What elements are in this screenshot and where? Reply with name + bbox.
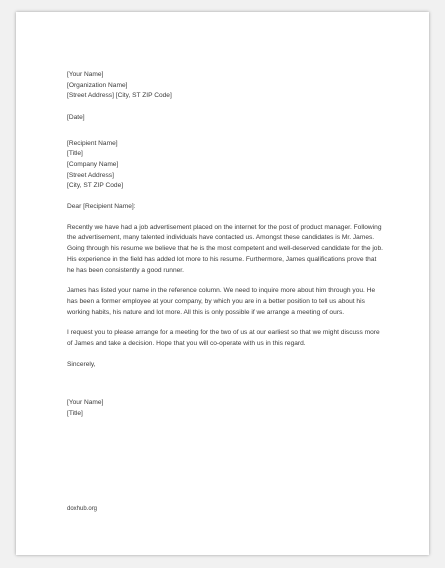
document-page: [16, 12, 429, 555]
signature-block: [67, 398, 385, 419]
letter-date: [Date]: [67, 113, 85, 121]
recipient-company: [Company Name]: [67, 160, 119, 168]
date-block: [67, 113, 385, 124]
body-paragraph-1: Recently we have had a job advertisement placed on the internet for the post of product manager. Following the advertisement, many talented individuals have contacted us. Amongst these candidates is Mr. James. Going through his resume we believe that he is the most competent and well-deserved candidate for the job. His experience in the field has added lot more to his resume. Furthermore, James qualifications prove that he has been consistently a good runner.: [67, 223, 383, 274]
closing-text: Sincerely,: [67, 360, 96, 368]
body-paragraph-2: James has listed your name in the reference column. We need to inquire more about him through you. He has been a former employee at your company, by which you are in a better position to tell us about his working habits, his nature and lot more. All this is only possible if we arrange a meeting of ours.: [67, 287, 376, 316]
signature-name: [Your Name]: [67, 399, 104, 407]
salutation: [67, 202, 385, 213]
sender-name: [Your Name]: [67, 71, 104, 78]
recipient-title: [Title]: [67, 150, 83, 158]
sender-address: [Street Address] [City, ST ZIP Code]: [67, 92, 172, 100]
footer-watermark: doxhub.org: [67, 506, 98, 512]
salutation-text: Dear [Recipient Name]:: [67, 203, 136, 211]
sender-organization: [Organization Name]: [67, 81, 128, 89]
recipient-city: [City, ST ZIP Code]: [67, 182, 124, 190]
sender-block: [67, 70, 385, 102]
recipient-block: [67, 139, 385, 193]
recipient-street: [Street Address]: [67, 171, 114, 179]
recipient-name: [Recipient Name]: [67, 139, 118, 147]
body-paragraph-3: I request you to please arrange for a meeting for the two of us at our earliest so that we might discuss more of James and take a decision. Hope that you will co-operate with us in this regard.: [67, 329, 380, 348]
closing: [67, 360, 385, 371]
signature-title: [Title]: [67, 410, 83, 418]
letter-body: [67, 70, 385, 420]
